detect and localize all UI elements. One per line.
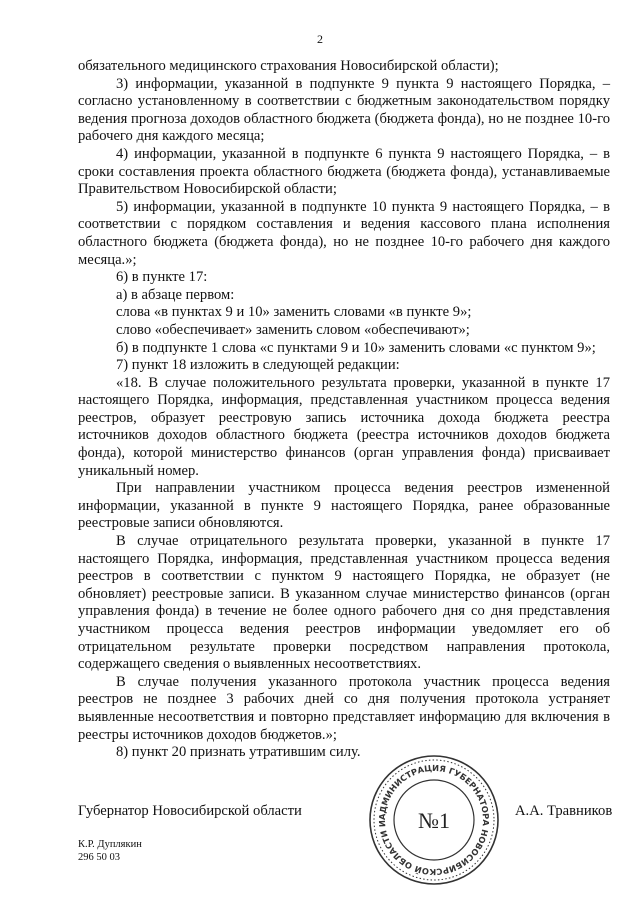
- paragraph: а) в абзаце первом:: [116, 286, 235, 303]
- seal-ring-text: АДМИНИСТРАЦИЯ ГУБЕРНАТОРА НОВОСИБИРСКОЙ ОБЛАСТИ И: [376, 762, 492, 878]
- seal-number: №1: [418, 808, 450, 833]
- paragraph: При направлении участником процесса ведения реестров измененной информации, указанной в пункте 9 настоящего Порядка, ранее образованные реестровые записи обновляются.: [78, 480, 610, 532]
- paragraph: 4) информации, указанной в подпункте 6 пункта 9 настоящего Порядка, – в сроки составления проекта областного бюджета (бюджета фонда), устанавливаемые Правительством Новосибирской области;: [78, 145, 610, 198]
- signatory-name: А.А. Травников: [515, 803, 613, 819]
- paragraph: обязательного медицинского страхования Новосибирской области);: [78, 58, 499, 74]
- paragraph: В случае отрицательного результата проверки, указанной в пункте 17 настоящего Порядка, информация, представленная участником процесса ведения реестров в соответствии с пунктом 9 настоящего Порядка, не образует (не обновляет) реестровые записи. В указанном случае министерство финансов (орган управления фонда) в течение не более одного рабочего дня со дня представления участником процесса ведения реестров информации уведомляет его об отрицательном результате проверки посредством направления протокола, содержащего сведения о выявленных несоответствиях.: [78, 533, 610, 673]
- paragraph: 5) информации, указанной в подпункте 10 пункта 9 настоящего Порядка, – в соответствии с порядком составления и ведения кассового плана исполнения областного бюджета (бюджета фонда), но не позднее 10-го рабочего дня каждого месяца.»;: [78, 198, 610, 268]
- paragraph: В случае получения указанного протокола участник процесса ведения реестров не позднее 3 рабочих дней со дня получения протокола устраняет выявленные несоответствия и повторно представляет информацию для включения в реестры источников доходов бюджетов.»;: [78, 673, 610, 743]
- paragraph: б) в подпункте 1 слова «с пунктами 9 и 10» заменить словами «с пунктом 9»;: [116, 339, 596, 356]
- official-seal: [366, 752, 502, 888]
- page-number: 2: [317, 32, 323, 46]
- paragraph: 3) информации, указанной в подпункте 9 пункта 9 настоящего Порядка, – согласно установленному в соответствии с бюджетным законодательством порядку ведения прогноза доходов областного бюджета (бюджета фонда), но не позднее 10-го рабочего дня каждого месяца;: [78, 75, 610, 145]
- paragraph: 7) пункт 18 изложить в следующей редакции:: [116, 357, 400, 374]
- document-body: [78, 58, 610, 762]
- paragraph: слова «в пунктах 9 и 10» заменить словами «в пункте 9»;: [116, 304, 472, 321]
- seal-graphic: [366, 752, 502, 888]
- executor-name: К.Р. Дуплякин: [78, 839, 142, 850]
- executor-block: [78, 838, 142, 864]
- paragraph: слово «обеспечивает» заменить словом «обеспечивают»;: [116, 321, 470, 338]
- paragraph: «18. В случае положительного результата проверки, указанной в пункте 17 настоящего Порядка, информация, представленная участником процесса ведения реестров, образует реестровую запись источника дохода бюджета реестра источников доходов областного бюджета (реестра источников доходов бюджета фонда), которой министерство финансов (орган управления фонда) присваивает уникальный номер.: [78, 374, 610, 479]
- signatory-position: Губернатор Новосибирской области: [78, 803, 302, 819]
- paragraph: 8) пункт 20 признать утратившим силу.: [116, 744, 361, 761]
- executor-phone: 296 50 03: [78, 852, 120, 863]
- paragraph: 6) в пункте 17:: [116, 269, 208, 286]
